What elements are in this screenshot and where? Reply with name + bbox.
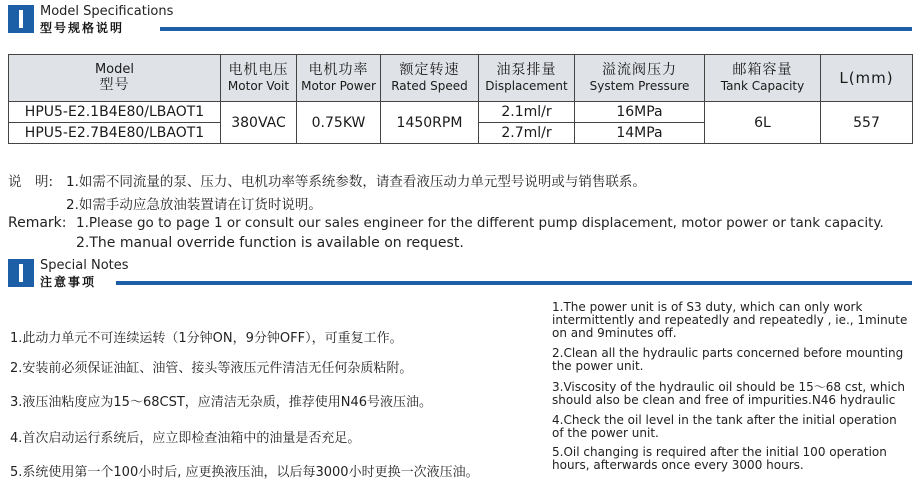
header-displacement: 油泵排量 Displacement bbox=[479, 55, 575, 102]
section-title-en: Special Notes bbox=[40, 258, 129, 273]
cell-pressure: 16MPa bbox=[575, 102, 705, 123]
spec-table bbox=[8, 54, 913, 144]
cell-voltage: 380VAC bbox=[221, 102, 297, 144]
remark-en-label: Remark: bbox=[8, 215, 67, 231]
header-voltage: 电机电压 Motor Voit bbox=[221, 55, 297, 102]
note-cn-item: 5.系统使用第一个100小时后, 应更换液压油，以后每3000小时更换一次液压油。 bbox=[10, 465, 479, 480]
section-heading-special-notes bbox=[8, 258, 912, 288]
note-en-item: 3.Viscosity of the hydraulic oil should be 15～68 cst, which should also be clean and free of impurities.N46 hydraulic bbox=[552, 380, 906, 407]
section-marker-icon bbox=[8, 259, 34, 287]
header-speed: 额定转速 Rated Speed bbox=[381, 55, 479, 102]
note-en-item: 1.The power unit is of S3 duty, which can only work intermittently and repeatedly and repeatedly , ie., 1minute on and 9minutes off. bbox=[552, 300, 908, 340]
cell-displacement: 2.1ml/r bbox=[479, 102, 575, 123]
cell-displacement: 2.7ml/r bbox=[479, 123, 575, 144]
cell-tank: 6L bbox=[705, 102, 821, 144]
cell-model: HPU5-E2.1B4E80/LBAOT1 bbox=[9, 102, 221, 123]
note-cn-item: 2.安装前必须保证油缸、油管、接头等液压元件清洁无任何杂质粘附。 bbox=[10, 361, 413, 376]
cell-speed: 1450RPM bbox=[381, 102, 479, 144]
note-cn-item: 4.首次启动运行系统后，应立即检查油箱中的油量是否充足。 bbox=[10, 431, 361, 446]
header-power: 电机功率 Motor Power bbox=[297, 55, 381, 102]
table-header-row bbox=[9, 55, 913, 102]
note-cn-item: 1.此动力单元不可连续运转（1分钟ON，9分钟OFF），可重复工作。 bbox=[10, 331, 403, 346]
table-row bbox=[9, 102, 913, 123]
note-cn-item: 3.液压油粘度应为15～68CST，应清洁无杂质，推荐使用N46号液压油。 bbox=[10, 395, 433, 410]
section-underline bbox=[160, 27, 912, 31]
section-title-cn: 注意事项 bbox=[40, 275, 97, 289]
section-title-cn: 型号规格说明 bbox=[40, 21, 125, 35]
section-marker-icon bbox=[8, 5, 34, 33]
cell-model: HPU5-E2.7B4E80/LBAOT1 bbox=[9, 123, 221, 144]
section-heading-model-specifications bbox=[8, 4, 912, 34]
note-en-item: 4.Check the oil level in the tank after the initial operation of the power unit. bbox=[552, 413, 897, 440]
note-en-item: 5.Oil changing is required after the initial 100 operation hours, afterwards once every 3000 hours. bbox=[552, 445, 887, 472]
header-length: L(mm) bbox=[821, 55, 913, 102]
remark-en-2: 2.The manual override function is available on request. bbox=[76, 235, 464, 251]
remark-cn-label: 说 明: bbox=[8, 174, 54, 190]
header-tank: 邮箱容量 Tank Capacity bbox=[705, 55, 821, 102]
section-underline bbox=[116, 281, 912, 285]
remark-en-1: 1.Please go to page 1 or consult our sales engineer for the different pump displacement, motor power or tank capacity. bbox=[76, 215, 884, 231]
cell-length: 557 bbox=[821, 102, 913, 144]
cell-pressure: 14MPa bbox=[575, 123, 705, 144]
cell-power: 0.75KW bbox=[297, 102, 381, 144]
remark-cn-2: 2.如需手动应急放油装置请在订货时说明。 bbox=[66, 197, 322, 213]
note-en-item: 2.Clean all the hydraulic parts concerned before mounting the power unit. bbox=[552, 346, 904, 373]
remark-cn-1: 1.如需不同流量的泵、压力、电机功率等系统参数，请查看液压动力单元型号说明或与销售联系。 bbox=[66, 174, 646, 190]
section-title-en: Model Specifications bbox=[40, 4, 174, 19]
header-pressure: 溢流阀压力 System Pressure bbox=[575, 55, 705, 102]
header-model: Model 型号 bbox=[9, 55, 221, 102]
